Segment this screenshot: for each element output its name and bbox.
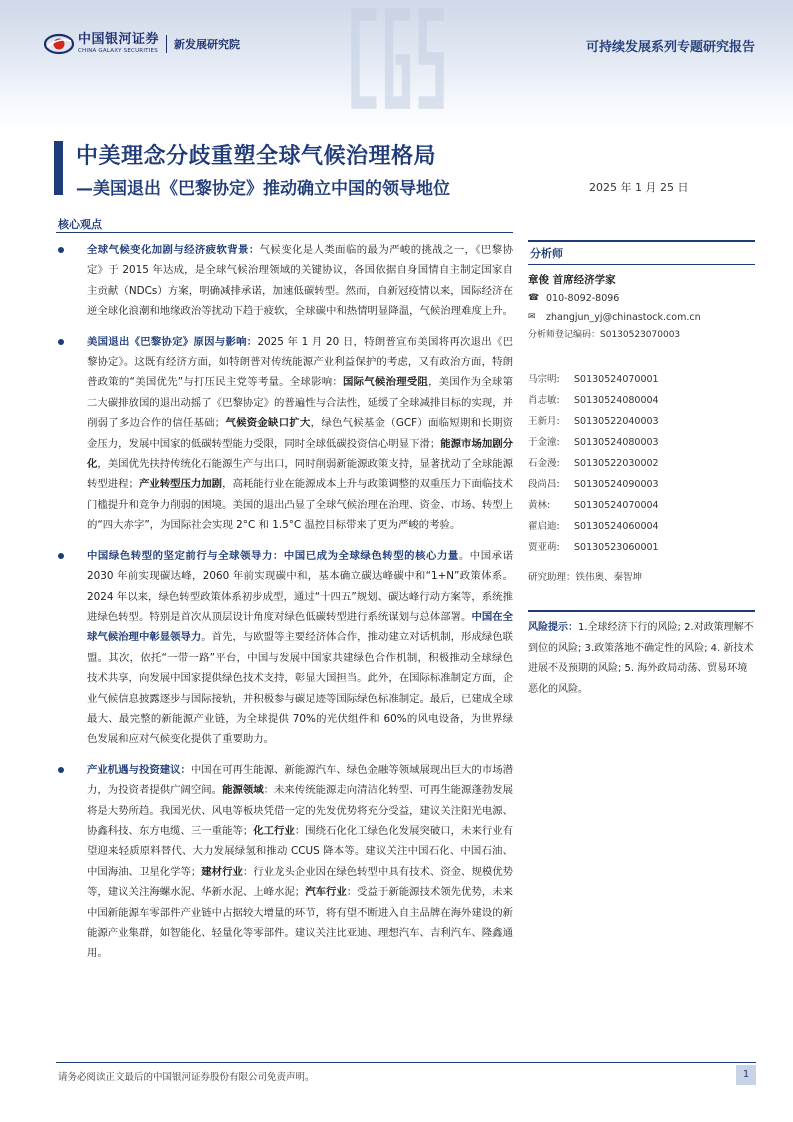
bullet-dot-icon [58, 339, 64, 345]
cgs-watermark-logo [345, 6, 450, 111]
body-text: ：受益于新能源技术领先优势，未来中国新能源车零部件产业链中占据较大增量的环节，将有望不断进入自主品牌在海外建设的新能源产业集群，如智能化、轻量化等零部件。建议关注比亚迪、理想汽车、吉利汽车、隆鑫通用。 [87, 886, 514, 960]
team-member-code: S0130522040003 [574, 416, 659, 427]
analyst-phone [528, 289, 755, 308]
core-view-text [87, 332, 513, 536]
report-title: 中美理念分歧重塑全球气候治理格局 [76, 144, 437, 169]
report-date: 2025 年 1 月 25 日 [589, 181, 689, 194]
emphasis-text: 国际气候治理受阻 [343, 376, 429, 389]
emphasis-text: 全球气候变化加剧与经济疲软背景： [87, 244, 260, 256]
email-icon: ✉ [528, 312, 536, 322]
title-accent-bar [54, 141, 63, 195]
analyst-registration: 分析师登记编码：S0130523070003 [528, 330, 681, 340]
team-member-name: 马宗明: [528, 374, 560, 385]
risk-warning [528, 610, 755, 700]
email-address[interactable]: zhangjun_yj@chinastock.com.cn [546, 312, 701, 323]
emphasis-text: 能源领域 [222, 784, 264, 797]
body-text: 2025 年 1 月 20 日，特朗普宣布美国将再次退出《巴黎协定》。这既有经济方面，如特朗普对传统能源产业利益保护的考虑，又有政治方面，特朗普政策的“美国优先”与打压民主党等考量。全球影响： [87, 335, 514, 389]
core-view-text [87, 546, 513, 750]
emphasis-text: 美国退出《巴黎协定》原因与影响： [87, 335, 258, 348]
team-member-code: S0130524080003 [574, 437, 659, 448]
team-member-code: S0130524060004 [574, 521, 659, 532]
body-text: ，高耗能行业在能源成本上升与政策调整的双重压力下面临技术门槛提升和竞争力削弱的困境。美国的退出凸显了全球气候治理在治理、资金、市场、转型上的“四大赤字”，为国际社会实现 2°C 和 1.5°C 温控目标带来了更为严峻的考验。 [87, 478, 514, 532]
emphasis-text: 能源市场加剧分化 [87, 437, 514, 471]
body-text: ，绿色气候基金（GCF）面临短期和长期资金压力，发展中国家的低碳转型能力受限，同时全球低碳投资信心明显下滑； [87, 417, 514, 450]
core-view-text [87, 240, 513, 322]
team-member-name: 黄林: [528, 500, 551, 511]
phone-number: 010-8092-8096 [546, 293, 620, 304]
team-member-code: S0130524090003 [574, 479, 659, 490]
emphasis-text: 气候资金缺口扩大 [225, 417, 311, 430]
emphasis-text: 中国绿色转型的坚定前行与全球领导力： [87, 549, 284, 562]
team-member-name: 于金潼: [528, 437, 560, 448]
emphasis-text: 建材行业 [201, 865, 243, 878]
team-member-name: 王新月: [528, 416, 560, 427]
sidebar [528, 240, 755, 700]
emphasis-text: 产业机遇与投资建议： [87, 763, 191, 776]
section-divider [56, 232, 513, 233]
team-member-code: S0130523060001 [574, 542, 659, 553]
core-view-item [58, 760, 513, 964]
core-views-list [58, 240, 513, 974]
core-view-item [58, 332, 513, 536]
team-member [528, 390, 755, 411]
team-member-name: 肖志敏: [528, 395, 560, 406]
footer-disclaimer: 请务必阅读正文最后的中国银河证券股份有限公司免责声明。 [58, 1072, 315, 1083]
team-member [528, 432, 755, 453]
body-text: ，美国优先扶持传统化石能源生产与出口，同时削弱新能源政策支持，显著扰动了全球能源转型进程； [87, 458, 514, 491]
risk-label: 风险提示： [528, 622, 578, 633]
team-member-name: 翟启迪: [528, 521, 560, 532]
body-text: ：围绕石化化工绿色化发展突破口，未来行业有望迎来轻质原料替代、大力发展绿氢和推动 CCUS 降本等。建议关注中国石化、中国石油、中国海油、卫星化学等； [87, 824, 514, 878]
risk-text: 1.全球经济下行的风险; 2.对政策理解不到位的风险; 3.政策落地不确定性的风险; 4. 新技术进展不及预期的风险; 5. 海外政局动荡、贸易环境恶化的风险。 [528, 622, 754, 695]
body-text: 。首先，与欧盟等主要经济体合作，推动建立对话机制，形成绿色联盟。其次，依托“一带一路”平台，中国与发展中国家共建绿色合作机制，积极推动全球绿色技术共享，向发展中国家提供绿色技术支持，彰显大国担当。此外，在国际标准制定方面，企业气候信息披露逐步与国际接轨，并积极参与碳足迹等国际绿色标准制定。最后，已建成全球最大、最完整的新能源产业链，为全球提供 70%的光伏组件和 60%的风电设备，为世界绿色发展和应对气候变化提供了重要助力。 [87, 631, 514, 746]
analyst-email [528, 308, 755, 327]
team-member-name: 贾亚萌: [528, 542, 560, 553]
bullet-dot-icon [58, 767, 64, 773]
team-member [528, 453, 755, 474]
bullet-dot-icon [58, 553, 64, 559]
company-logo [44, 32, 240, 55]
report-series-title: 可持续发展系列专题研究报告 [585, 40, 755, 55]
team-member-code: S0130524080004 [574, 395, 659, 406]
logo-english-name: CHINA GALAXY SECURITIES [78, 48, 158, 54]
core-view-item [58, 240, 513, 322]
analyst-name: 章俊 首席经济学家 [528, 274, 616, 286]
emphasis-text: 产业转型压力加剧 [138, 478, 223, 491]
emphasis-text: 中国在全球气候治理中彰显领导力 [87, 610, 514, 644]
team-member-name: 段尚昌: [528, 479, 560, 490]
team-member-code: S0130524070001 [574, 374, 659, 385]
bullet-dot-icon [58, 247, 64, 253]
body-text: 。中国承诺 2030 年前实现碳达峰，2060 年前实现碳中和，基本确立碳达峰碳中和“1+N”政策体系。2024 年以来，绿色转型政策体系初步成型，通过“十四五”规划、碳达峰行动方案等，系统推进绿色转型。特别是首次从顶层设计角度对绿色低碳转型进行系统谋划与总体部署。 [87, 549, 514, 623]
page-number: 1 [736, 1065, 756, 1085]
emphasis-text: 化工行业 [253, 824, 295, 837]
team-member [528, 537, 755, 558]
core-view-item [58, 546, 513, 750]
body-text: ：未来传统能源走向清洁化转型、可再生能源蓬勃发展将是大势所趋。我国光伏、风电等板块凭借一定的先发优势将充分受益，建议关注阳光电源、协鑫科技、东方电缆、三一重能等； [87, 784, 514, 837]
team-member [528, 516, 755, 537]
body-text: ：行业龙头企业因在绿色转型中具有技术、资金、规模优势等，建议关注海螺水泥、华新水泥、上峰水泥； [87, 865, 514, 899]
logo-chinese-name: 中国银河证券 [78, 32, 160, 47]
research-assistants: 研究助理：铁伟奥、秦智坤 [528, 572, 643, 583]
team-member-code: S0130522030002 [574, 458, 659, 469]
galaxy-logo-icon [44, 33, 74, 55]
report-subtitle: —美国退出《巴黎协定》推动确立中国的领导地位 [76, 179, 450, 199]
emphasis-text: 汽车行业 [305, 886, 347, 899]
logo-separator [166, 35, 167, 53]
team-member [528, 474, 755, 495]
team-member [528, 495, 755, 516]
body-text: 气候变化是人类面临的最为严峻的挑战之一，《巴黎协定》于 2015 年达成，是全球气候治理领域的关键协议，各国依据自身国情自主制定国家自主贡献（NDCs）方案，明确减排承诺，加速低碳转型。然而，自新冠疫情以来，国际经济在逆全球化浪潮和地缘政治等扰动下趋于疲软，全球碳中和热情明显降温，气候治理难度上升。 [87, 244, 514, 318]
emphasis-text: 中国已成为全球绿色转型的核心力量 [283, 549, 459, 562]
core-views-label: 核心观点 [58, 218, 102, 231]
team-member-name: 石金漫: [528, 458, 560, 469]
team-member [528, 411, 755, 432]
team-member-code: S0130524070004 [574, 500, 659, 511]
body-text: 中国在可再生能源、新能源汽车、绿色金融等领域展现出巨大的市场潜力，为投资者提供广阔空间。 [87, 763, 514, 797]
team-member [528, 369, 755, 390]
analyst-label: 分析师 [528, 240, 755, 264]
institute-name: 新发展研究院 [174, 37, 241, 51]
analyst-divider [528, 264, 755, 265]
phone-icon: ☎ [528, 293, 540, 303]
core-view-text [87, 760, 513, 964]
body-text: ，美国作为全球第二大碳排放国的退出动摇了《巴黎协定》的普遍性与合法性，延缓了全球减排目标的实现，并削弱了多边合作的信任基础； [87, 376, 514, 430]
team-list [528, 369, 755, 558]
footer-divider [56, 1062, 756, 1063]
